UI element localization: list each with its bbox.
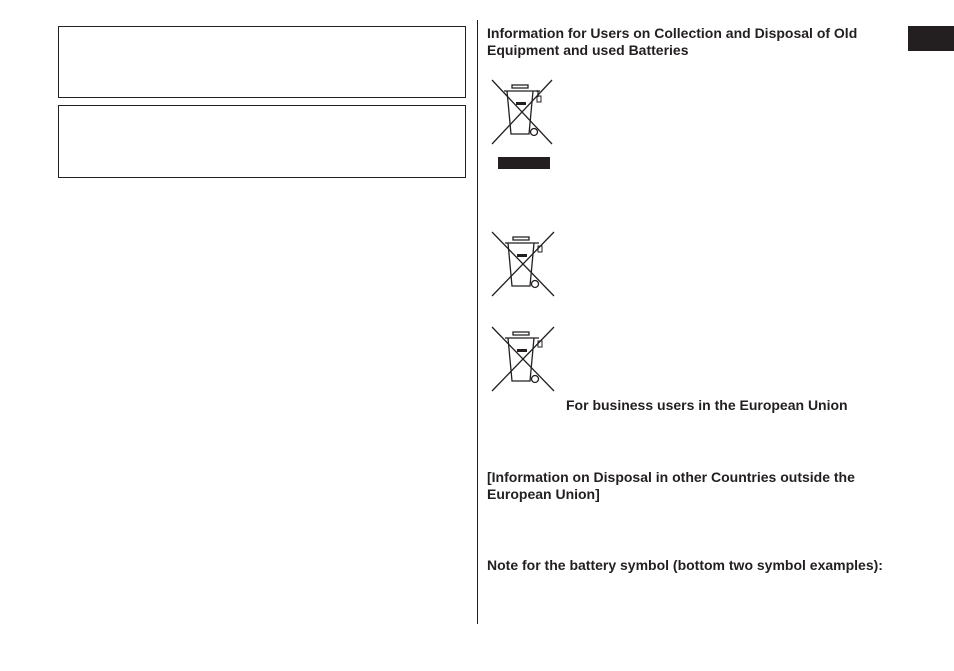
crossed-out-wheeled-bin-icon (490, 78, 554, 146)
business-users-heading: For business users in the European Union (566, 397, 848, 413)
crossed-out-wheeled-bin-battery-icon (490, 325, 556, 393)
notice-box-top (58, 26, 466, 98)
notice-box-bottom (58, 105, 466, 178)
bin-underline-bar (498, 157, 550, 169)
column-divider (477, 20, 478, 624)
crossed-out-wheeled-bin-battery-icon (490, 230, 556, 298)
battery-symbol-note-heading: Note for the battery symbol (bottom two symbol examples): (487, 557, 883, 573)
other-countries-heading: [Information on Disposal in other Countries outside the European Union] (487, 469, 855, 502)
disposal-info-heading: Information for Users on Collection and Disposal of Old Equipment and used Batteries (487, 25, 858, 58)
page-tab-marker (908, 26, 954, 51)
